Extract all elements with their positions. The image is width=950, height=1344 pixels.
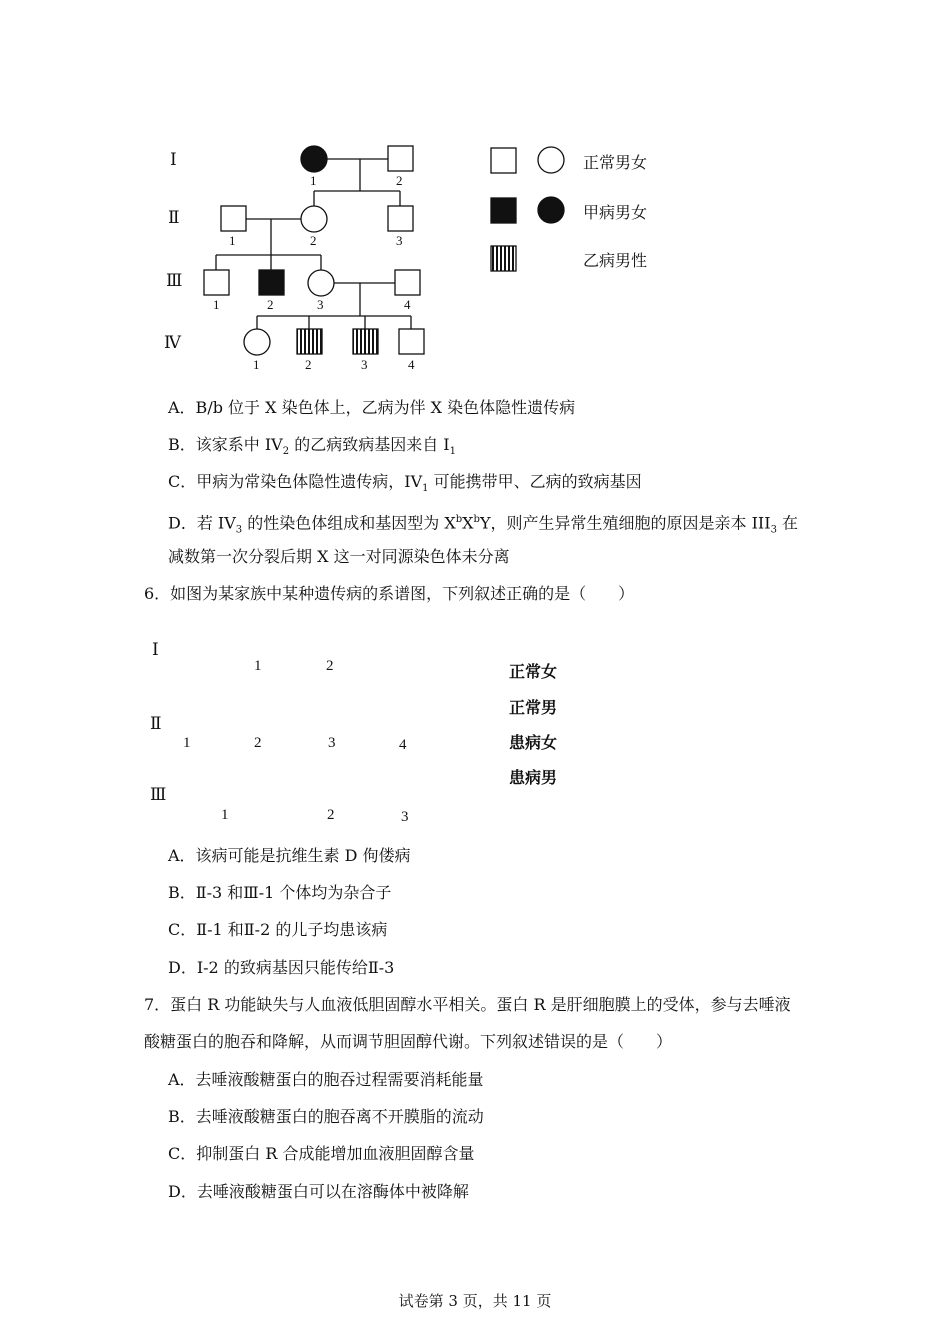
p1-num: 1 [253,357,260,372]
p2-num: 2 [327,807,335,823]
q5-option-c: C．甲病为常染色体隐性遗传病，$IV_1$ 可能携带甲、乙病的致病基因 [168,472,642,495]
q5-option-a: A．B/b 位于 X 染色体上，乙病为伴 X 染色体隐性遗传病 [168,398,576,417]
p2-num: 1 [183,735,191,751]
legend-normal-label: 正常男女 [583,153,648,172]
q6-option-a: A．该病可能是抗维生素 D 佝偻病 [168,846,411,865]
p1-num: 4 [404,297,411,312]
p2-num: 2 [254,735,262,751]
q6-stem: 6．如图为某家族中某种遗传病的系谱图，下列叙述正确的是（ ） [144,584,635,603]
p1-num: 4 [408,357,415,372]
legend-disease-a-female-circle [538,197,564,223]
p1-IV-3-disease-b-male [353,329,378,354]
p2-num: 3 [328,735,336,751]
legend-disease-b-male-square [491,246,516,271]
p1-num: 3 [361,357,368,372]
p1-num: 3 [396,233,403,248]
legend2-affected-male-label: 患病男 [509,768,558,787]
legend-disease-b-label: 乙病男性 [583,251,648,270]
p2-num: 4 [399,737,407,753]
q5-option-d-line2: 减数第一次分裂后期 X 这一对同源染色体未分离 [168,547,510,566]
p1-I-2-normal-male [388,146,413,171]
page-footer: 试卷第 3 页，共 11 页 [398,1292,552,1310]
p1-IV-2-disease-b-male [297,329,322,354]
legend2-normal-male-label: 正常男 [509,698,558,717]
p1-num: 1 [229,233,236,248]
p1-III-3-normal-female [308,270,334,296]
p1-gen-label-1: Ⅰ [170,150,177,170]
p2-gen-label-2: Ⅱ [150,714,162,734]
p1-num: 2 [310,233,317,248]
q7-option-a: A．去唾液酸糖蛋白的胞吞过程需要消耗能量 [168,1070,484,1089]
p1-num: 1 [310,173,317,188]
p1-num: 2 [267,297,274,312]
legend-disease-a-male-square [491,198,516,223]
q7-option-c: C．抑制蛋白 R 合成能增加血液胆固醇含量 [168,1144,475,1163]
q7-option-b: B．去唾液酸糖蛋白的胞吞离不开膜脂的流动 [168,1107,484,1126]
q7-option-d: D．去唾液酸糖蛋白可以在溶酶体中被降解 [168,1182,469,1201]
p2-gen-label-3: Ⅲ [150,785,167,805]
p1-II-3-normal-male [388,206,413,231]
p1-IV-4-normal-male [399,329,424,354]
p2-gen-label-1: Ⅰ [152,640,159,660]
p1-num: 2 [305,357,312,372]
p1-gen-label-4: Ⅳ [164,333,181,353]
legend-disease-a-label: 甲病男女 [583,203,648,222]
p1-III-1-normal-male [204,270,229,295]
p1-I-1-affected-female [301,146,327,172]
legend-normal-male-square [491,148,516,173]
p1-II-1-normal-male [221,206,246,231]
legend-normal-female-circle [538,147,564,173]
legend2-affected-female-label: 患病女 [509,733,558,752]
p1-gen-label-3: Ⅲ [166,271,183,291]
q5-option-b: B．该家系中 $IV_2$ 的乙病致病基因来自 $I_1$ [168,435,456,458]
p2-num: 1 [254,658,262,674]
p1-II-2-normal-female [301,206,327,232]
p1-num: 3 [317,297,324,312]
p1-III-4-normal-male [395,270,420,295]
q6-option-c: C．Ⅱ-1 和Ⅱ-2 的儿子均患该病 [168,920,388,939]
q6-option-b: B．Ⅱ-3 和Ⅲ-1 个体均为杂合子 [168,883,392,902]
q5-option-d: D．若 $IV_3$ 的性染色体组成和基因型为 $X^bX^bY$，则产生异常生殖细胞的原因是亲本 $III_3$ 在 [168,513,799,536]
q7-stem-line2: 酸糖蛋白的胞吞和降解，从而调节胆固醇代谢。下列叙述错误的是（ ） [144,1032,673,1051]
p1-gen-label-2: Ⅱ [168,208,180,228]
q7-stem-line1: 7．蛋白 R 功能缺失与人血液低胆固醇水平相关。蛋白 R 是肝细胞膜上的受体，参与去唾液 [144,995,791,1014]
p1-III-2-affected-male [259,270,284,295]
p2-num: 1 [221,807,229,823]
p1-IV-1-normal-female [244,329,270,355]
p1-num: 2 [396,173,403,188]
p2-num: 2 [326,658,334,674]
p1-num: 1 [213,297,220,312]
q6-option-d: D．Ⅰ-2 的致病基因只能传给Ⅱ-3 [168,958,395,977]
legend2-normal-female-label: 正常女 [509,662,558,681]
p2-num: 3 [401,809,409,825]
